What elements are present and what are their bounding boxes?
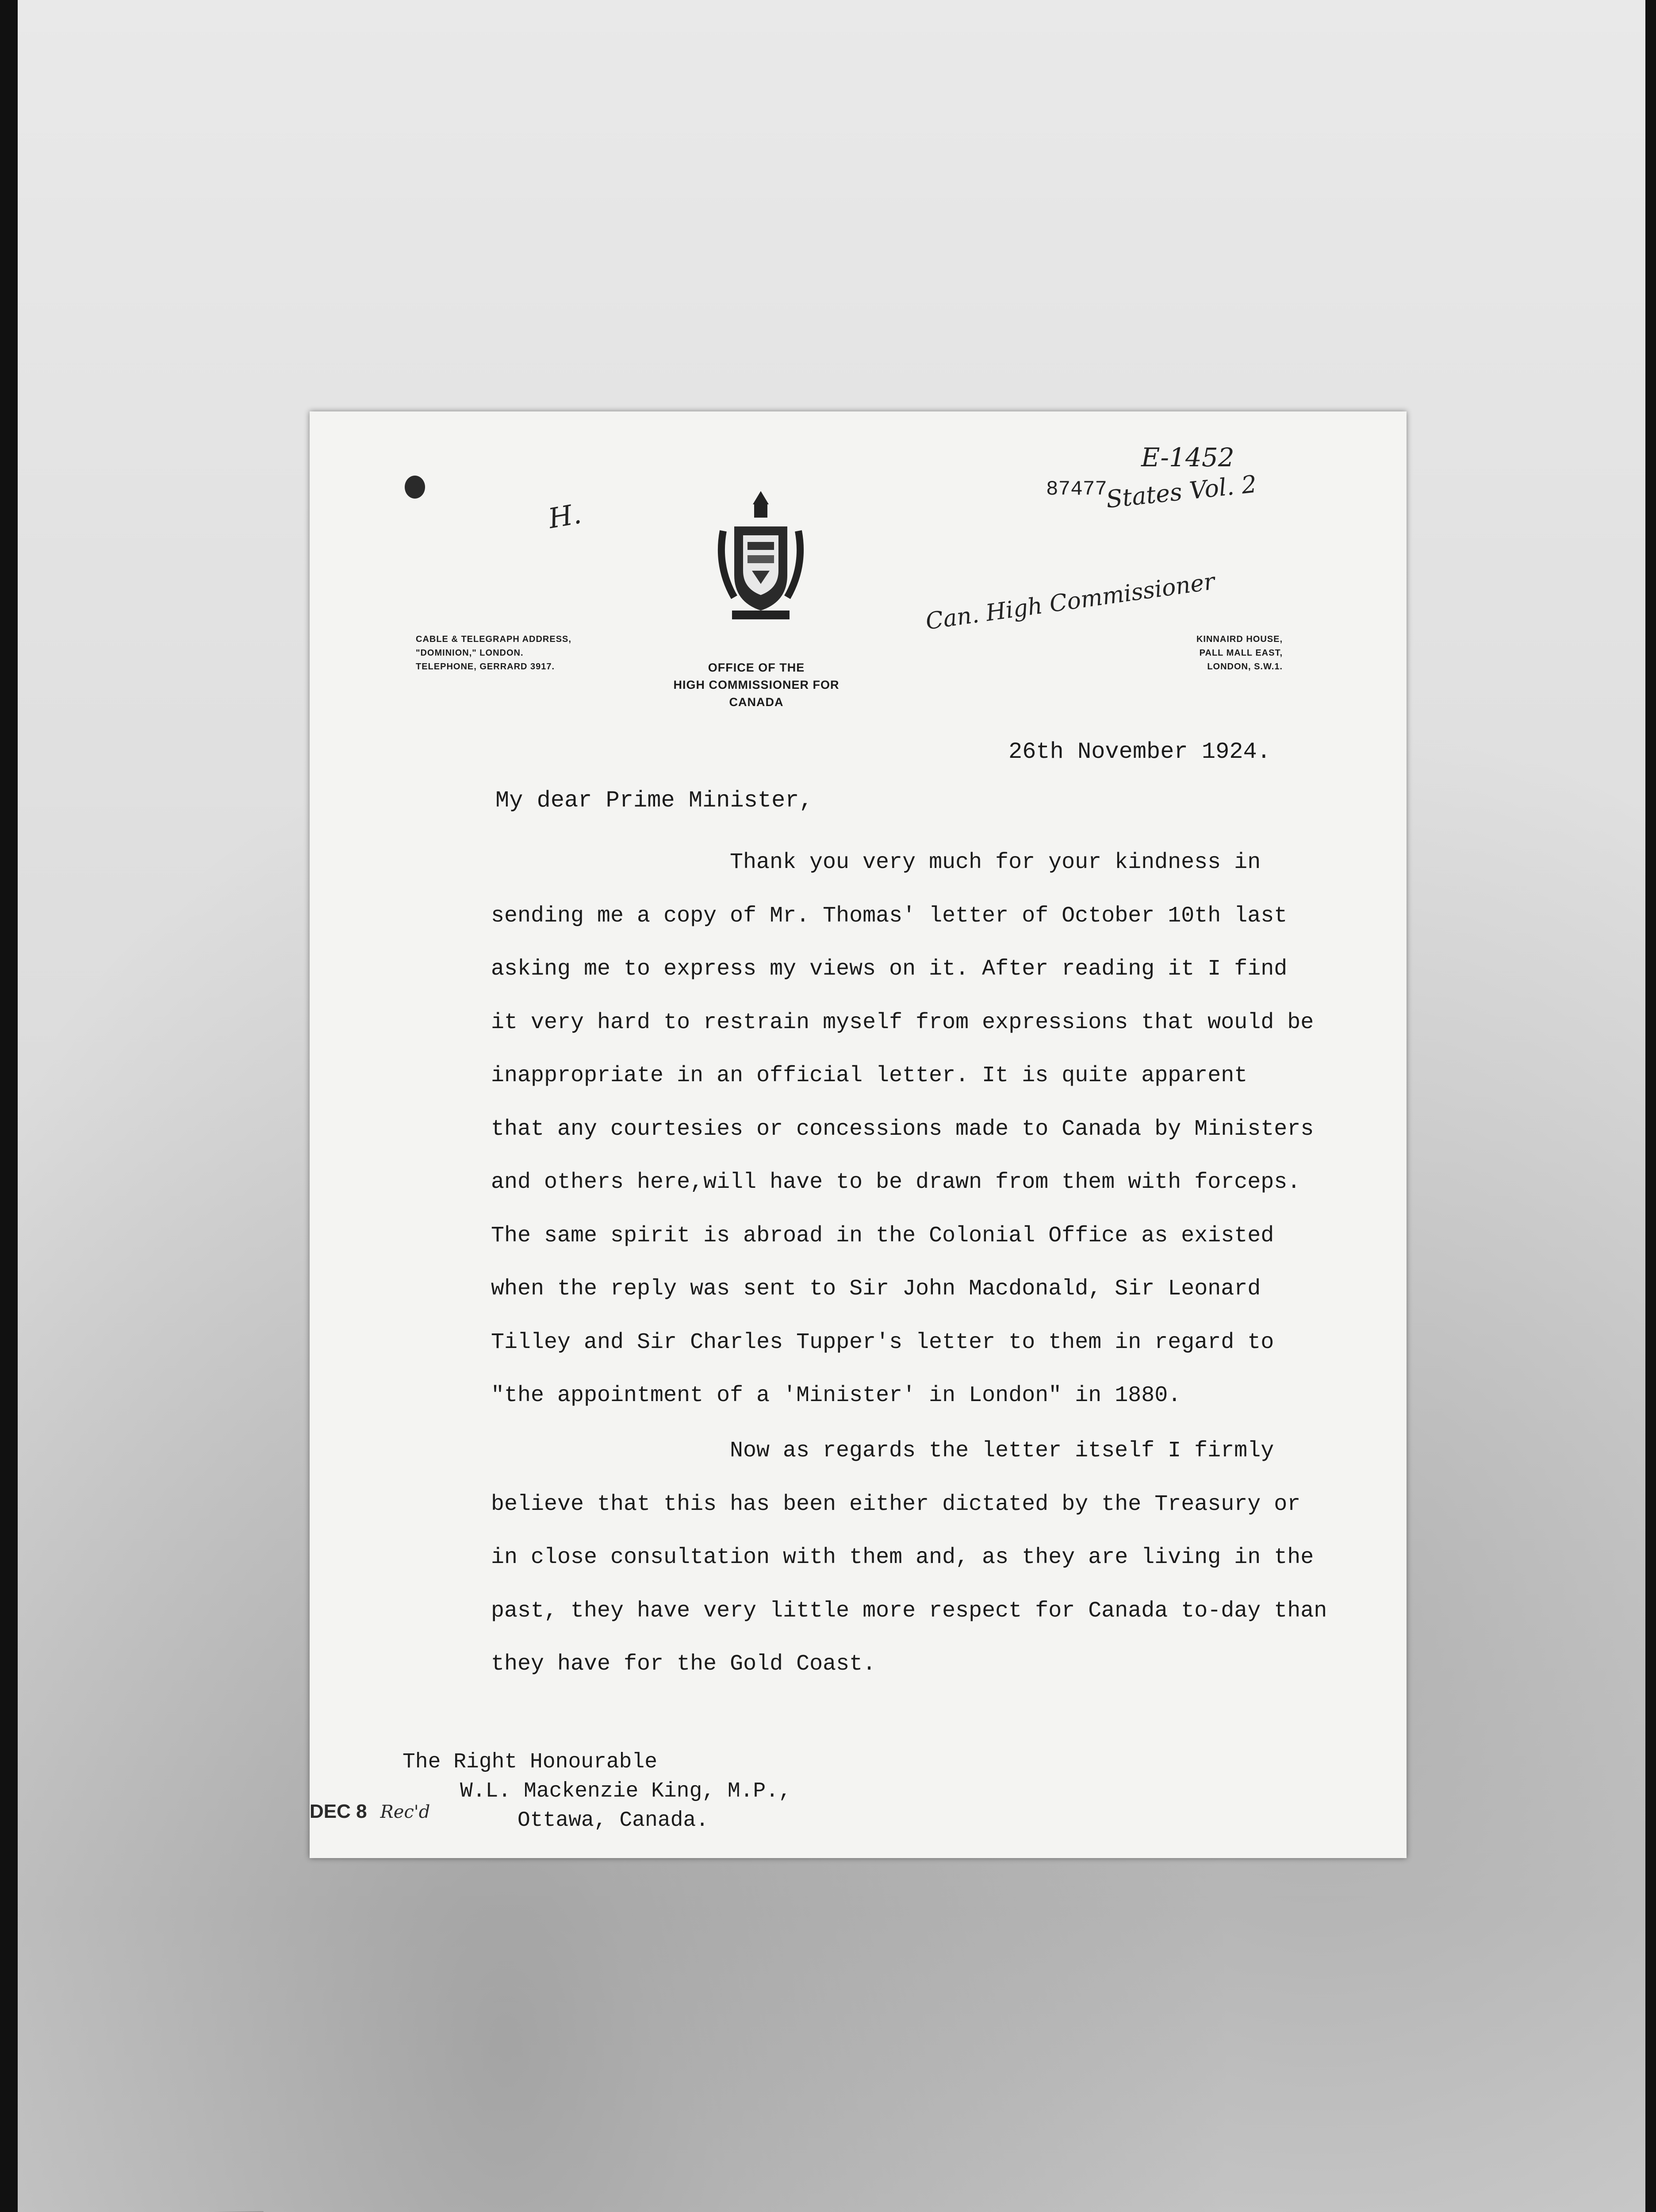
addressee-line: W.L. Mackenzie King, M.P.,	[460, 1779, 791, 1803]
text-line: in close consultation with them and, as they are living in the	[491, 1545, 1314, 1570]
addressee-line: Ottawa, Canada.	[518, 1809, 709, 1832]
text-line: they have for the Gold Coast.	[491, 1651, 876, 1677]
text-line: past, they have very little more respect for Canada to-day than	[491, 1598, 1327, 1624]
cable-address-block	[416, 633, 571, 674]
salutation: My dear Prime Minister,	[495, 787, 813, 814]
address-line: KINNAIRD HOUSE,	[1196, 634, 1283, 644]
text-line: and others here,will have to be drawn from them with forceps.	[491, 1170, 1301, 1195]
office-address-block	[1075, 633, 1283, 674]
cable-line: TELEPHONE, GERRARD 3917.	[416, 662, 555, 672]
office-line: OFFICE OF THE	[708, 661, 805, 674]
letter-sheet	[310, 411, 1407, 1858]
handwritten-volume-note: States Vol. 2	[1104, 470, 1258, 514]
paragraph-1	[491, 836, 1314, 1423]
archival-photograph	[18, 0, 1645, 2212]
text-line: when the reply was sent to Sir John Macdonald, Sir Leonard	[491, 1276, 1261, 1302]
text-line: Now as regards the letter itself I firmly	[730, 1438, 1274, 1463]
received-stamp	[310, 1801, 430, 1823]
cable-line: CABLE & TELEGRAPH ADDRESS,	[416, 634, 571, 644]
handwritten-initials: H.	[546, 497, 584, 535]
address-line: PALL MALL EAST,	[1199, 648, 1283, 658]
office-heading	[646, 659, 867, 711]
cable-line: "DOMINION," LONDON.	[416, 648, 524, 658]
address-line: LONDON, S.W.1.	[1207, 662, 1283, 672]
coat-of-arms-icon	[717, 487, 805, 628]
text-line: believe that this has been either dictated by the Treasury or	[491, 1491, 1301, 1517]
file-number: 87477	[1046, 478, 1108, 501]
addressee-line: The Right Honourable	[402, 1750, 658, 1774]
office-line: HIGH COMMISSIONER FOR CANADA	[673, 678, 840, 709]
letter-date: 26th November 1924.	[1008, 739, 1271, 765]
received-date: DEC 8	[310, 1801, 367, 1822]
text-line: it very hard to restrain myself from expressions that would be	[491, 1010, 1314, 1035]
paragraph-2	[491, 1425, 1327, 1691]
text-line: Tilley and Sir Charles Tupper's letter to them in regard to	[491, 1329, 1274, 1355]
text-line: asking me to express my views on it. After reading it I find	[491, 956, 1288, 982]
text-line: that any courtesies or concessions made to Canada by Ministers	[491, 1116, 1314, 1142]
text-line: Thank you very much for your kindness in	[730, 850, 1261, 875]
handwritten-commissioner-note: Can. High Commissioner	[924, 568, 1217, 635]
text-line: inappropriate in an official letter. It is quite apparent	[491, 1063, 1248, 1088]
text-line: sending me a copy of Mr. Thomas' letter of October 10th last	[491, 903, 1288, 929]
ink-blot	[405, 476, 425, 499]
text-line: The same spirit is abroad in the Colonial Office as existed	[491, 1223, 1274, 1248]
handwritten-reference: E-1452	[1141, 442, 1234, 472]
text-line: "the appointment of a 'Minister' in London" in 1880.	[491, 1383, 1181, 1408]
received-note: Rec'd	[380, 1802, 430, 1822]
